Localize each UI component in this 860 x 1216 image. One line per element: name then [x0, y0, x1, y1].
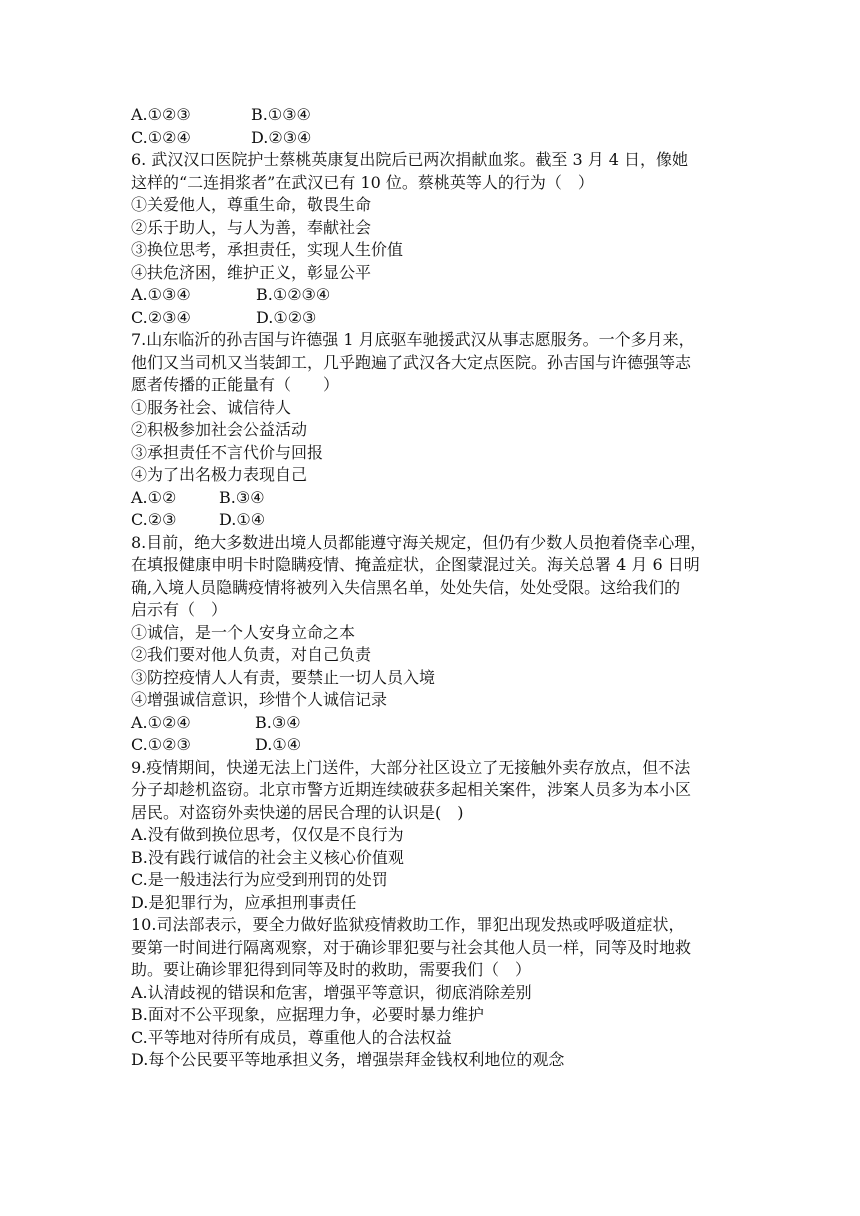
option-row: [131, 284, 741, 307]
question-stem-line: 他们又当司机又当装卸工，几乎跑遍了武汉各大定点医院。孙吉国与许德强等志: [131, 352, 692, 372]
statement: ④为了出名极力表现自己: [131, 465, 308, 484]
statement: ③防控疫情人人有责，要禁止一切人员入境: [131, 667, 436, 687]
option-d: D.①④: [255, 735, 302, 754]
question-stem-line: 启示有（ ）: [131, 600, 228, 619]
statement: ①诚信，是一个人安身立命之本: [131, 622, 356, 642]
option-row: [131, 487, 741, 510]
choice-b: B.面对不公平现象，应据理力争，必要时暴力维护: [131, 1005, 484, 1024]
option-c: C.②③: [131, 510, 177, 529]
option-d: D.①②③: [256, 307, 317, 327]
option-row: [131, 734, 741, 757]
option-c: C.①②④: [131, 127, 191, 147]
statement: ①关爱他人，尊重生命，敬畏生命: [131, 195, 372, 214]
question-stem-line: 确,入境人员隐瞒疫情将被列入失信黑名单，处处失信，处处受限。这给我们的: [131, 577, 681, 597]
choice-c: C.是一般违法行为应受到刑罚的处罚: [131, 870, 388, 889]
option-row: [131, 127, 741, 150]
statement: ②我们要对他人负责，对自己负责: [131, 645, 372, 664]
question-stem-line: 8.目前，绝大多数进出境人员都能遵守海关规定，但仍有少数人员抱着侥幸心理，: [131, 532, 707, 552]
option-d: D.②③④: [251, 127, 312, 147]
option-row: [131, 509, 741, 532]
option-b: B.③④: [219, 487, 265, 507]
option-b: B.①②③④: [256, 285, 331, 304]
question-stem-line: 在填报健康申明卡时隐瞒疫情、掩盖症状，企图蒙混过关。海关总署 4 月 6 日明: [131, 555, 700, 574]
option-b: B.①③④: [251, 105, 311, 124]
exam-page: [131, 104, 741, 1072]
option-row: [131, 712, 741, 735]
statement: ②乐于助人，与人为善，奉献社会: [131, 217, 372, 237]
question-stem-line: 9.疫情期间，快递无法上门送件，大部分社区设立了无接触外卖存放点，但不法: [131, 757, 691, 777]
option-a: A.①②③: [131, 105, 191, 124]
choice-a: A.认清歧视的错误和危害，增强平等意识，彻底消除差别: [131, 982, 532, 1002]
question-9: [131, 757, 741, 915]
question-stem-line: 分子却趁机盗窃。北京市警方近期连续破获多起相关案件，涉案人员多为本小区: [131, 780, 692, 799]
option-row: [131, 104, 741, 127]
choice-d: D.是犯罪行为，应承担刑事责任: [131, 892, 357, 912]
choice-a: A.没有做到换位思考，仅仅是不良行为: [131, 825, 404, 844]
question-stem-line: 10.司法部表示，要全力做好监狱疫情救助工作，罪犯出现发热或呼吸道症状，: [131, 915, 685, 934]
choice-d: D.每个公民要平等地承担义务，增强崇拜金钱权利地位的观念: [131, 1050, 565, 1069]
question-stem-line: 居民。对盗窃外卖快递的居民合理的认识是( ): [131, 802, 464, 822]
question-stem-line: 助。要让确诊罪犯得到同等及时的救助，需要我们（ ）: [131, 960, 532, 979]
statement: ②积极参加社会公益活动: [131, 420, 308, 439]
question-stem-line: 愿者传播的正能量有（ ）: [131, 375, 340, 394]
statement: ①服务社会、诚信待人: [131, 397, 292, 417]
option-c: C.①②③: [131, 735, 191, 754]
statement: ④增强诚信意识，珍惜个人诚信记录: [131, 690, 388, 709]
statement: ④扶危济困，维护正义，彰显公平: [131, 262, 372, 282]
option-b: B.③④: [255, 712, 301, 732]
option-c: C.②③④: [131, 307, 191, 327]
statement: ③换位思考，承担责任，实现人生价值: [131, 240, 404, 259]
option-row: [131, 307, 741, 330]
statement: ③承担责任不言代价与回报: [131, 442, 324, 462]
option-d: D.①④: [219, 510, 266, 529]
question-stem-line: 要第一时间进行隔离观察，对于确诊罪犯要与社会其他人员一样，同等及时地救: [131, 937, 692, 957]
question-stem-line: 6. 武汉汉口医院护士蔡桃英康复出院后已两次捐献血浆。截至 3 月 4 日，像她: [131, 150, 689, 169]
option-a: A.①②: [131, 487, 177, 507]
choice-b: B.没有践行诚信的社会主义核心价值观: [131, 847, 404, 867]
question-7: [131, 329, 741, 532]
question-10: [131, 914, 741, 1072]
option-a: A.①②④: [131, 712, 191, 732]
question-6: [131, 149, 741, 329]
question-8: [131, 532, 741, 757]
question-stem-line: 7.山东临沂的孙吉国与许德强 1 月底驱车驰援武汉从事志愿服务。一个多月来，: [131, 330, 695, 349]
option-a: A.①③④: [131, 285, 191, 304]
question-stem-line: 这样的“二连捐浆者”在武汉已有 10 位。蔡桃英等人的行为（ ）: [131, 172, 594, 192]
question-5-options: [131, 104, 741, 149]
choice-c: C.平等地对待所有成员，尊重他人的合法权益: [131, 1027, 452, 1047]
